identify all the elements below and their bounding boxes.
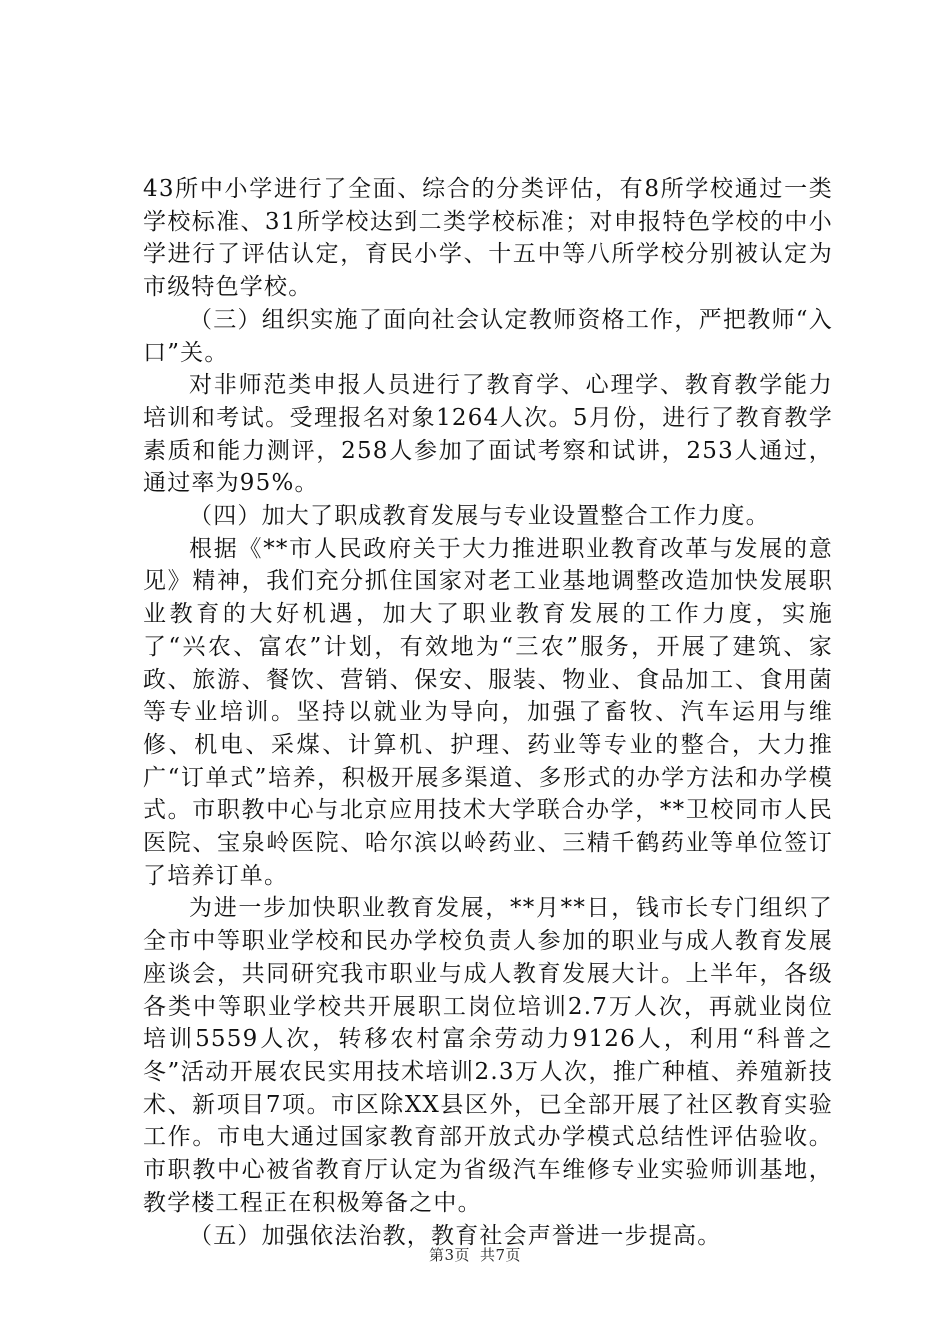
page-total: 共7页 xyxy=(480,1246,522,1264)
page-number: 第3页 xyxy=(428,1246,470,1264)
page-footer xyxy=(0,1244,950,1265)
paragraph-school-evaluation: 43所中小学进行了全面、综合的分类评估，有8所学校通过一类学校标准、31所学校达到二类学校标准；对申报特色学校的中小学进行了评估认定，育民小学、十五中等八所学校分别被认定为市级特色学校。 xyxy=(143,176,833,301)
paragraph-vocational-development: 为进一步加快职业教育发展，**月**日，钱市长专门组织了全市中等职业学校和民办学校负责人参加的职业与成人教育发展座谈会，共同研究我市职业与成人教育发展大计。上半年，各级各类中等职业学校共开展职工岗位培训2.7万人次，再就业岗位培训5559人次，转移农村富余劳动力9126人，利用“科普之冬”活动开展农民实用技术培训2.3万人次，推广种植、养殖新技术、新项目7项。市区除XX县区外，已全部开展了社区教育实验工作。市电大通过国家教育部开放式办学模式总结性评估验收。市职教中心被省教育厅认定为省级汽车维修专业实验师训基地，教学楼工程正在积极筹备之中。 xyxy=(143,895,833,1216)
section-heading-teacher-qualification: （三）组织实施了面向社会认定教师资格工作，严把教师“入口”关。 xyxy=(143,306,833,366)
section-heading-vocational-education: （四）加大了职成教育发展与专业设置整合工作力度。 xyxy=(189,503,770,530)
paragraph-teacher-training: 对非师范类申报人员进行了教育学、心理学、教育教学能力培训和考试。受理报名对象1264人次。5月份，进行了教育教学素质和能力测评，258人参加了面试考察和试讲，253人通过，通过率为95%。 xyxy=(143,372,833,497)
paragraph-vocational-reform: 根据《**市人民政府关于大力推进职业教育改革与发展的意见》精神，我们充分抓住国家对老工业基地调整改造加快发展职业教育的大好机遇，加大了职业教育发展的工作力度，实施了“兴农、富农”计划，有效地为“三农”服务，开展了建筑、家政、旅游、餐饮、营销、保安、服装、物业、食品加工、食用菌等专业培训。坚持以就业为导向，加强了畜牧、汽车运用与维修、机电、采煤、计算机、护理、药业等专业的整合，大力推广“订单式”培养，积极开展多渠道、多形式的办学方法和办学模式。市职教中心与北京应用技术大学联合办学，**卫校同市人民医院、宝泉岭医院、哈尔滨以岭药业、三精千鹤药业等单位签订了培养订单。 xyxy=(143,535,833,889)
document-body xyxy=(143,173,833,1252)
section-heading-law-based-education: （五）加强依法治教，教育社会声誉进一步提高。 xyxy=(189,1222,722,1249)
